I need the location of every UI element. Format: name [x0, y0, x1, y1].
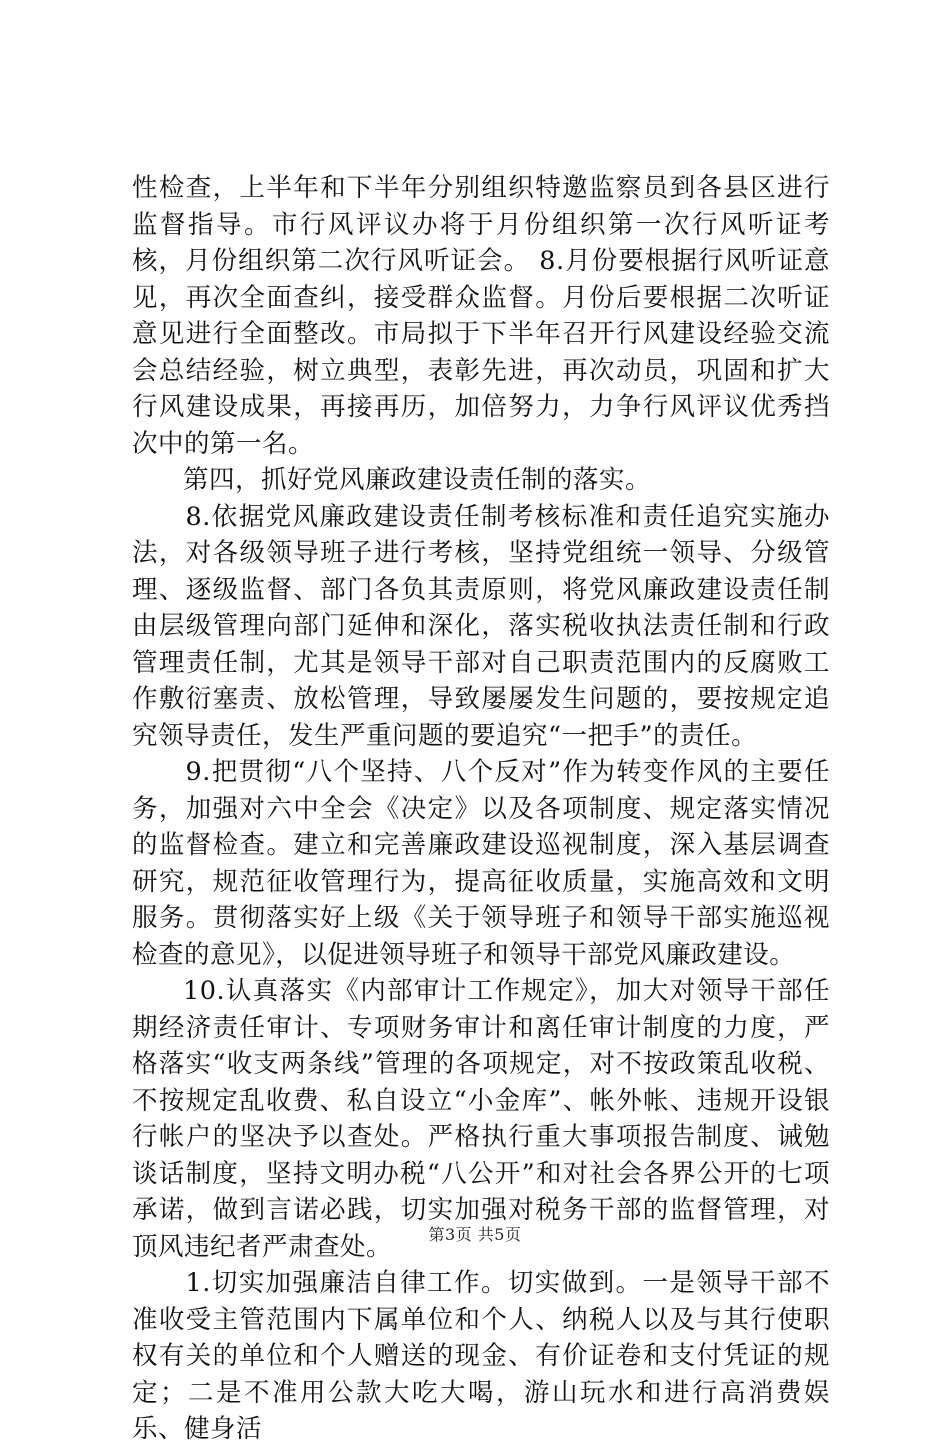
- page-number-footer: 第3页 共5页: [428, 1225, 522, 1244]
- paragraph-item-1: 1.切实加强廉洁自律工作。切实做到。一是领导干部不准收受主管范围内下属单位和个人、纳税人以及与其行使职权有关的单位和个人赠送的现金、有价证卷和支付凭证的规定；二是不准用公款大吃大喝，游山玩水和进行高消费娱乐、健身活: [132, 1268, 830, 1444]
- paragraph-item-9: 9.把贯彻“八个坚持、八个反对”作为转变作风的主要任务，加强对六中全会《决定》以及各项制度、规定落实情况的监督检查。建立和完善廉政建设巡视制度，深入基层调查研究，规范征收管理行为，提高征收质量，实施高效和文明服务。贯彻落实好上级《关于领导班子和领导干部实施巡视检查的意见》，以促进领导班子和领导干部党风廉政建设。: [132, 757, 830, 970]
- paragraph-item-10: 10.认真落实《内部审计工作规定》，加大对领导干部任期经济责任审计、专项财务审计和离任审计制度的力度，严格落实“收支两条线”管理的各项规定，对不按政策乱收税、不按规定乱收费、私自设立“小金库”、帐外帐、违规开设银行帐户的坚决予以查处。严格执行重大事项报告制度、诫勉谈话制度，坚持文明办税“八公开”和对社会各界公开的七项承诺，做到言诺必践，切实加强对税务干部的监督管理，对顶风违纪者严肃查处。: [132, 976, 830, 1262]
- paragraph-section-four-heading: 第四，抓好党风廉政建设责任制的落实。: [183, 465, 652, 495]
- paragraph-item-8: 8.依据党风廉政建设责任制考核标准和责任追究实施办法，对各级领导班子进行考核，坚持党组统一领导、分级管理、逐级监督、部门各负其责原则，将党风廉政建设责任制由层级管理向部门延伸和深化，落实税收执法责任制和行政管理责任制，尤其是领导干部对自己职责范围内的反腐败工作敷衍塞责、放松管理，导致屡屡发生问题的，要按规定追究领导责任，发生严重问题的要追究“一把手”的责任。: [132, 501, 830, 751]
- paragraph-continuation: 性检查，上半年和下半年分别组织特邀监察员到各县区进行监督指导。市行风评议办将于月份组织第一次行风听证考核，月份组织第二次行风听证会。 8.月份要根据行风听证意见，再次全面查纠，接受群众监督。月份后要根据二次听证意见进行全面整改。市局拟于下半年召开行风建设经验交流会总结经验，树立典型，表彰先进，再次动员，巩固和扩大行风建设成果，再接再历，加倍努力，力争行风评议优秀挡次中的第一名。: [132, 173, 830, 459]
- document-page: [132, 170, 830, 1448]
